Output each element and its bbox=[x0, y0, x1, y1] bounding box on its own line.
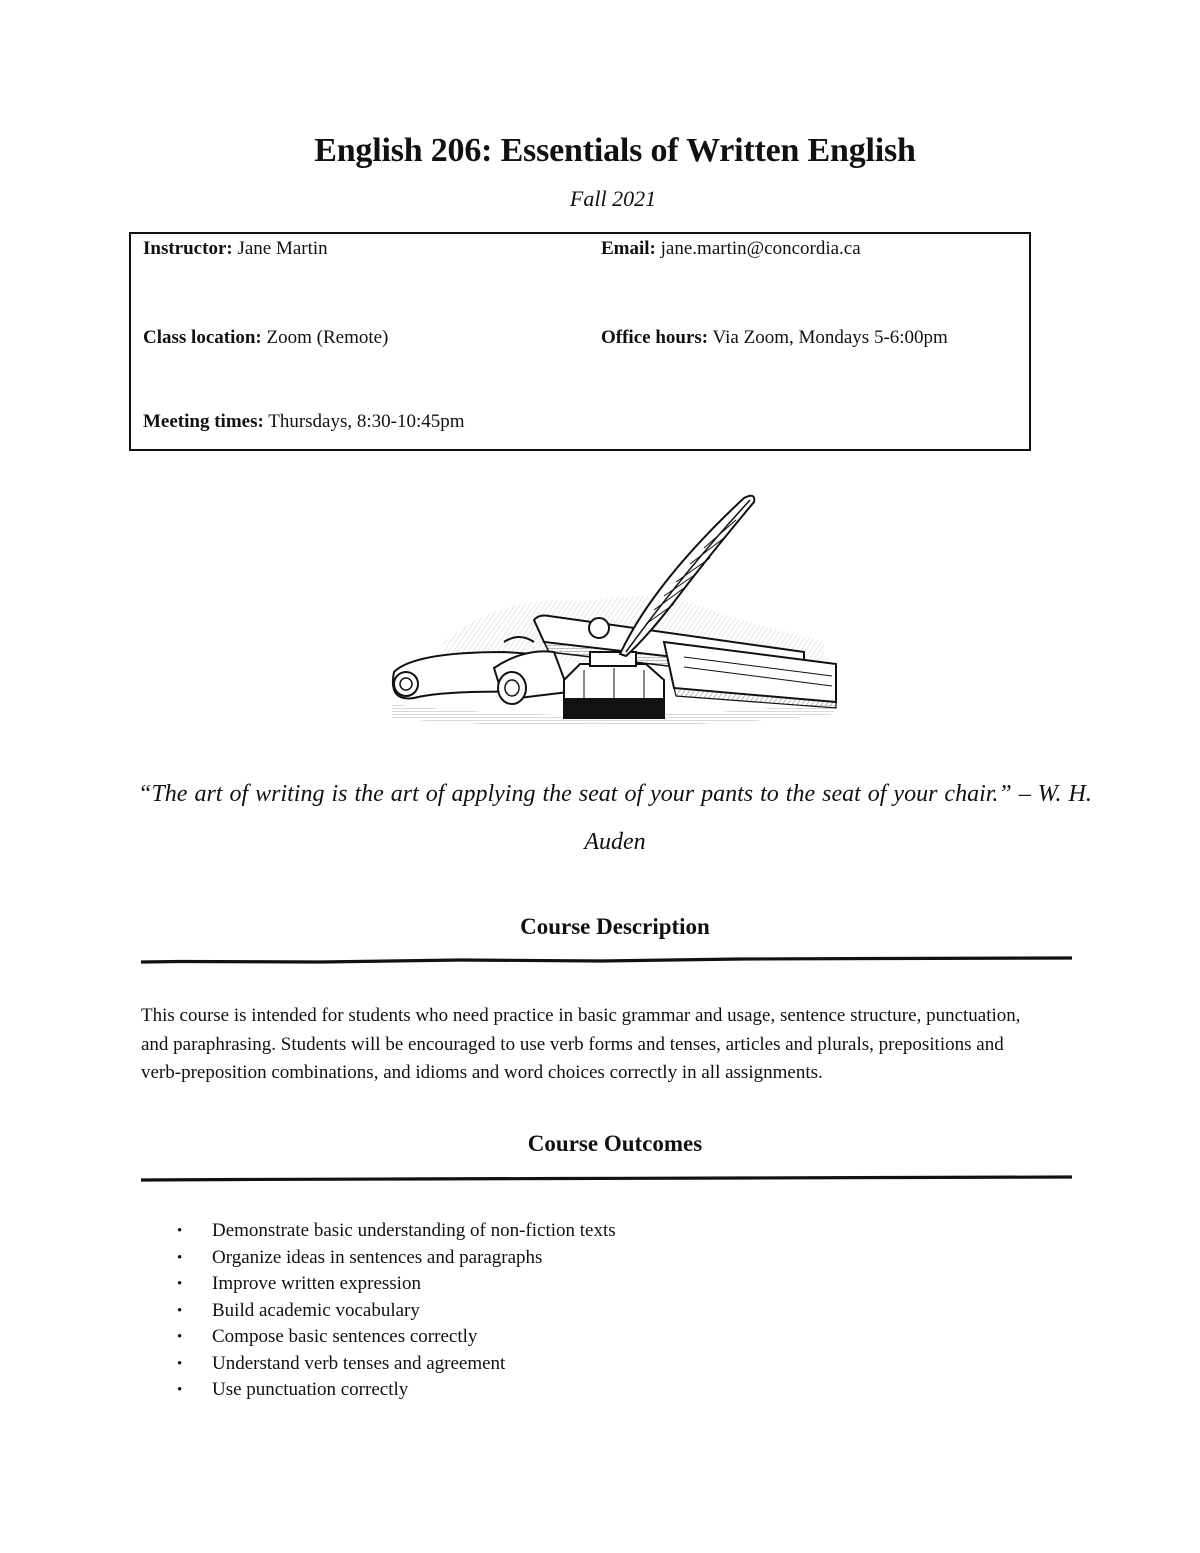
email-label: Email: bbox=[601, 238, 656, 259]
office-hours-value: Via Zoom, Mondays 5-6:00pm bbox=[712, 327, 948, 348]
bullet-icon: • bbox=[177, 1302, 183, 1319]
list-item bbox=[141, 1298, 616, 1325]
bullet-icon: • bbox=[177, 1276, 183, 1292]
course-outcomes-list bbox=[141, 1218, 616, 1404]
class-location-label: Class location: bbox=[143, 327, 262, 348]
list-item bbox=[141, 1218, 616, 1245]
meeting-times-label: Meeting times: bbox=[143, 411, 264, 432]
outcome-text: Improve written expression bbox=[212, 1273, 421, 1294]
quill-inkwell-books-illustration bbox=[384, 492, 840, 732]
instructor-label: Instructor: bbox=[143, 238, 233, 259]
bullet-icon: • bbox=[177, 1249, 183, 1266]
bullet-icon: • bbox=[177, 1329, 183, 1345]
term-subtitle: Fall 2021 bbox=[569, 186, 657, 211]
list-item bbox=[141, 1377, 616, 1404]
bullet-icon: • bbox=[177, 1382, 183, 1398]
bullet-icon: • bbox=[177, 1355, 183, 1372]
outcome-text: Compose basic sentences correctly bbox=[212, 1326, 478, 1347]
outcome-text: Build academic vocabulary bbox=[212, 1299, 420, 1321]
outcome-text: Demonstrate basic understanding of non-fiction texts bbox=[212, 1220, 616, 1241]
office-hours-label: Office hours: bbox=[601, 327, 709, 348]
page-title: English 206: Essentials of Written English bbox=[314, 132, 916, 169]
auden-quote: “The art of writing is the art of applying the seat of your pants to the seat of your chair.” – W. H. Auden bbox=[138, 781, 1092, 855]
class-location-value: Zoom (Remote) bbox=[266, 327, 389, 348]
list-item bbox=[141, 1245, 616, 1272]
email-field bbox=[601, 238, 861, 260]
list-item bbox=[141, 1351, 616, 1378]
bullet-icon: • bbox=[177, 1223, 183, 1239]
meeting-times-field bbox=[143, 411, 465, 433]
email-value: jane.martin@concordia.ca bbox=[660, 238, 861, 259]
class-location-field bbox=[143, 327, 388, 349]
office-hours-field bbox=[601, 327, 948, 349]
section-divider bbox=[141, 1174, 1072, 1182]
instructor-value: Jane Martin bbox=[237, 238, 328, 259]
course-outcomes-heading: Course Outcomes bbox=[527, 1131, 703, 1156]
course-description-text: This course is intended for students who need practice in basic grammar and usage, sentence structure, punctuation, and paraphrasing. Students will be encouraged to use verb forms and tenses, articles and plurals, prepositions and verb-preposition combinations, and idioms and word choices correctly in all assignments. bbox=[141, 1005, 1021, 1083]
outcome-text: Understand verb tenses and agreement bbox=[212, 1352, 506, 1374]
course-description-heading: Course Description bbox=[520, 914, 710, 939]
outcome-text: Organize ideas in sentences and paragraphs bbox=[212, 1246, 543, 1268]
list-item bbox=[141, 1271, 616, 1298]
instructor-field bbox=[143, 238, 328, 260]
section-divider bbox=[141, 956, 1072, 964]
course-info-box bbox=[129, 232, 1031, 451]
list-item bbox=[141, 1324, 616, 1351]
outcome-text: Use punctuation correctly bbox=[212, 1379, 409, 1400]
meeting-times-value: Thursdays, 8:30-10:45pm bbox=[268, 411, 465, 432]
